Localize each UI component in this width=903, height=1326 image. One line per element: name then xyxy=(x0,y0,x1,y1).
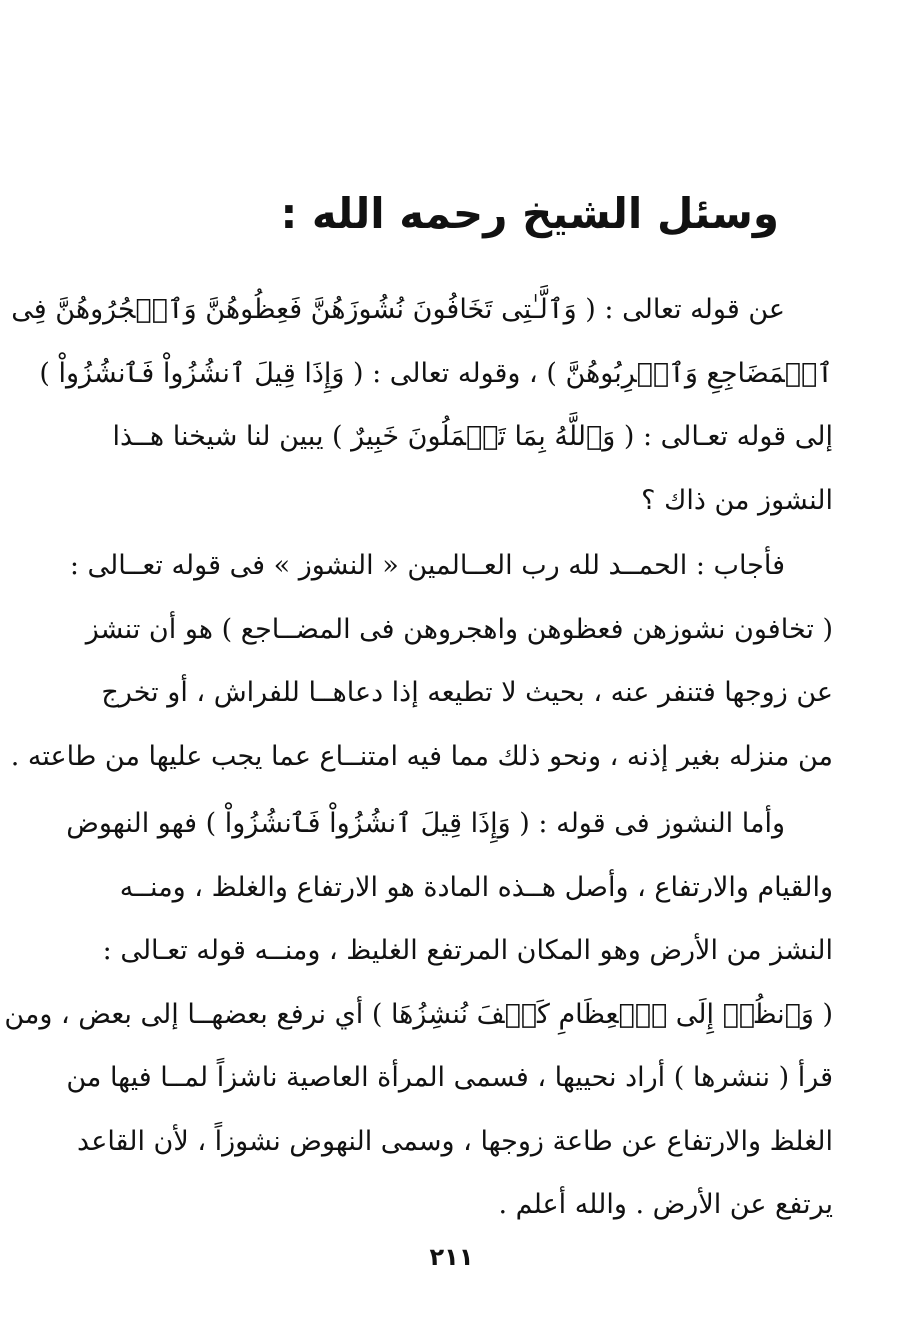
page-number: ٢١١ xyxy=(429,1243,474,1271)
paragraph-line: والقيام والارتفاع ، وأصل هــذه المادة هو الارتفاع والغلظ ، ومنــه xyxy=(119,871,833,903)
fatwa-heading: وسئل الشيخ رحمه الله : xyxy=(280,189,779,238)
paragraph-line: ٱلۡمَضَاجِعِ وَٱضۡرِبُوهُنَّ ) ، وقوله تعالى : ( وَإِذَا قِيلَ ٱنشُزُواْ فَٱنشُزُواْ ) xyxy=(39,357,833,389)
explanation-paragraph xyxy=(4,792,833,1237)
answer-paragraph xyxy=(10,534,833,788)
paragraph-line: فأجاب : الحمــد لله رب العــالمين « النشوز » فى قوله تعــالى : xyxy=(69,550,785,581)
paragraph-line: ( وَٱنظُرۡ إِلَى ٱلۡعِظَامِ كَيۡفَ نُنشِزُهَا ) أي نرفع بعضهــا إلى بعض ، ومن xyxy=(4,998,833,1030)
paragraph-line: قرأ ( ننشرها ) أراد نحييها ، فسمى المرأة العاصية ناشزاً لمــا فيها من xyxy=(66,1062,833,1093)
paragraph-line: من منزله بغير إذنه ، ونحو ذلك مما فيه امتنــاع عما يجب عليها من طاعته . xyxy=(10,740,833,772)
paragraph-line: إلى قوله تعـالى : ( وَٱللَّهُ بِمَا تَعۡمَلُونَ خَبِيرٌ ) يبين لنا شيخنا هــذا xyxy=(112,421,833,452)
paragraph-line: وأما النشوز فى قوله : ( وَإِذَا قِيلَ ٱنشُزُواْ فَٱنشُزُواْ ) فهو النهوض xyxy=(66,808,785,839)
paragraph-line: الغلظ والارتفاع عن طاعة زوجها ، وسمى النهوض نشوزاً ، لأن القاعد xyxy=(77,1125,833,1157)
paragraph-line: النشوز من ذاك ؟ xyxy=(641,484,833,516)
paragraph-line: عن زوجها فتنفر عنه ، بحيث لا تطيعه إذا دعاهــا للفراش ، أو تخرج xyxy=(101,677,833,708)
question-paragraph xyxy=(11,278,833,532)
paragraph-line: ( تخافون نشوزهن فعظوهن واهجروهن فى المضــاجع ) هو أن تنشز xyxy=(85,613,833,645)
paragraph-line: يرتفع عن الأرض . والله أعلم . xyxy=(498,1189,833,1220)
paragraph-line: عن قوله تعالى : ( وَٱلَّـٰتِى تَخَافُونَ نُشُوزَهُنَّ فَعِظُوهُنَّ وَٱهۡجُرُوهُنَّ فِى xyxy=(11,294,785,325)
paragraph-line: النشز من الأرض وهو المكان المرتفع الغليظ ، ومنــه قوله تعـالى : xyxy=(102,935,833,966)
